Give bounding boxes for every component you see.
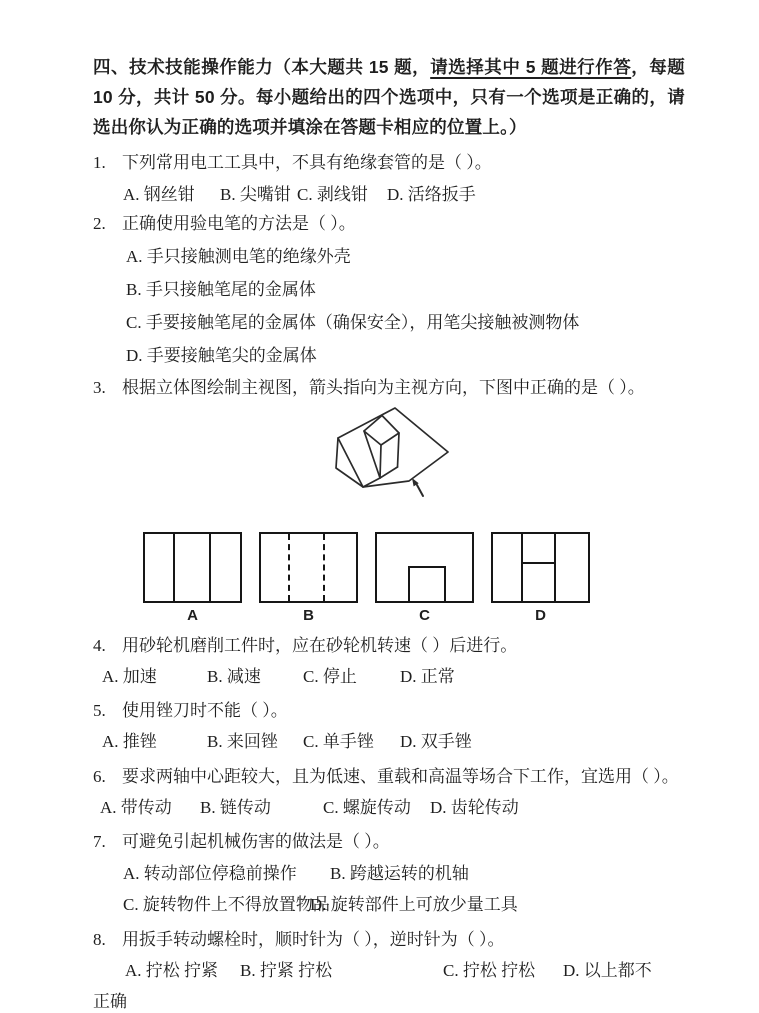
option-c: C. 停止 <box>303 667 357 686</box>
option-d: D. 齿轮传动 <box>430 798 519 817</box>
question-8 <box>93 929 685 1013</box>
option-b: B. 来回锉 <box>207 732 278 751</box>
view-label-b: B <box>303 607 314 624</box>
option-a: A. 推锉 <box>102 732 157 751</box>
option-a: A. 加速 <box>102 667 157 686</box>
question-3 <box>93 377 685 624</box>
box-right-edge <box>398 433 400 467</box>
question-text: 下列常用电工工具中，不具有绝缘套管的是（ ）。 <box>122 153 492 172</box>
view-labels <box>143 607 685 624</box>
option-a: A. 拧松 拧紧 <box>125 961 219 980</box>
section-header-part2: ，每题 10 分，共计 50 分。每小题给出的四个选项中，只有一个选项是正确的，请选出你认为正确的选项并填涂在答题卡相应的位置上。） <box>93 57 685 137</box>
option-c: C. 单手锉 <box>303 732 374 751</box>
option-c: C. 拧松 拧松 <box>443 961 536 980</box>
isometric-solid-figure <box>333 402 473 514</box>
option-a: A. 带传动 <box>100 798 172 817</box>
option-c: C. 螺旋传动 <box>323 798 411 817</box>
view-label-d: D <box>535 607 546 624</box>
view-option-b <box>259 532 358 603</box>
hidden-line <box>288 534 290 601</box>
view-option-a <box>143 532 242 603</box>
question-number: 7. <box>93 832 106 851</box>
question-text: 要求两轴中心距较大，且为低速、重载和高温等场合下工作，宜选用（ ）。 <box>122 767 679 786</box>
box-top-face <box>364 416 399 446</box>
option-d: D. 双手锉 <box>400 732 472 751</box>
question-number: 6. <box>93 767 106 786</box>
section-header-underlined: 请选择其中 5 题进行作答 <box>430 57 632 77</box>
question-text: 用砂轮机磨削工件时，应在砂轮机转速（ ）后进行。 <box>122 636 518 655</box>
question-text: 正确使用验电笔的方法是（ ）。 <box>122 214 356 233</box>
question-text: 根据立体图绘制主视图，箭头指向为主视方向，下图中正确的是（ ）。 <box>122 378 645 397</box>
solid-outline <box>336 408 448 487</box>
question-5 <box>93 700 685 753</box>
option-b: B. 跨越运转的机轴 <box>330 864 469 883</box>
question-number: 3. <box>93 378 106 397</box>
option-c: C. 手要接触笔尾的金属体（确保安全），用笔尖接触被测物体 <box>126 313 580 332</box>
middle-horizontal-line <box>523 562 556 564</box>
view-label-a: A <box>187 607 198 624</box>
option-d: D. 旋转部件上可放少量工具 <box>310 895 518 914</box>
question-text: 使用锉刀时不能（ ）。 <box>122 701 288 720</box>
option-d: D. 活络扳手 <box>387 185 476 204</box>
option-b: B. 链传动 <box>200 798 271 817</box>
option-d: D. 正常 <box>400 667 455 686</box>
option-b: B. 手只接触笔尾的金属体 <box>126 280 316 299</box>
divider-line <box>173 534 175 601</box>
divider-line <box>209 534 211 601</box>
box-bottom-edge <box>380 467 398 478</box>
question-number: 8. <box>93 930 106 949</box>
box-front-edge <box>380 445 381 478</box>
hidden-line <box>323 534 325 601</box>
view-option-d <box>491 532 590 603</box>
answer-views <box>143 532 685 603</box>
option-d: D. 以上都不 <box>563 961 652 980</box>
divider-line <box>521 534 523 601</box>
divider-line <box>554 534 556 601</box>
option-c: C. 旋转物件上不得放置物品 <box>123 895 330 914</box>
question-text: 用扳手转动螺栓时，顺时针为（ ），逆时针为（ ）。 <box>122 930 505 949</box>
question-7 <box>93 831 685 916</box>
question-number: 4. <box>93 636 106 655</box>
question-4 <box>93 635 685 688</box>
question-number: 5. <box>93 701 106 720</box>
question-text: 可避免引起机械伤害的做法是（ ）。 <box>122 832 390 851</box>
option-a: A. 转动部位停稳前操作 <box>123 864 297 883</box>
option-d: D. 手要接触笔尖的金属体 <box>126 346 317 365</box>
option-c: C. 剥线钳 <box>297 185 368 204</box>
option-d-continuation: 正确 <box>93 992 127 1011</box>
question-1 <box>93 152 685 206</box>
section-header-part1: 四、技术技能操作能力（本大题共 15 题， <box>93 57 431 77</box>
question-2 <box>93 213 685 367</box>
option-b: B. 尖嘴钳 <box>220 185 291 204</box>
view-option-c <box>375 532 474 603</box>
left-face-diagonal <box>338 438 363 487</box>
question-number: 2. <box>93 214 106 233</box>
question-number: 1. <box>93 153 106 172</box>
question-6 <box>93 766 685 819</box>
notch-outline <box>408 566 446 601</box>
option-a: A. 手只接触测电笔的绝缘外壳 <box>126 247 351 266</box>
option-b: B. 减速 <box>207 667 261 686</box>
section-header <box>93 52 685 142</box>
view-label-c: C <box>419 607 430 624</box>
view-direction-arrow <box>412 478 423 496</box>
option-a: A. 钢丝钳 <box>123 185 195 204</box>
option-b: B. 拧紧 拧松 <box>240 961 333 980</box>
